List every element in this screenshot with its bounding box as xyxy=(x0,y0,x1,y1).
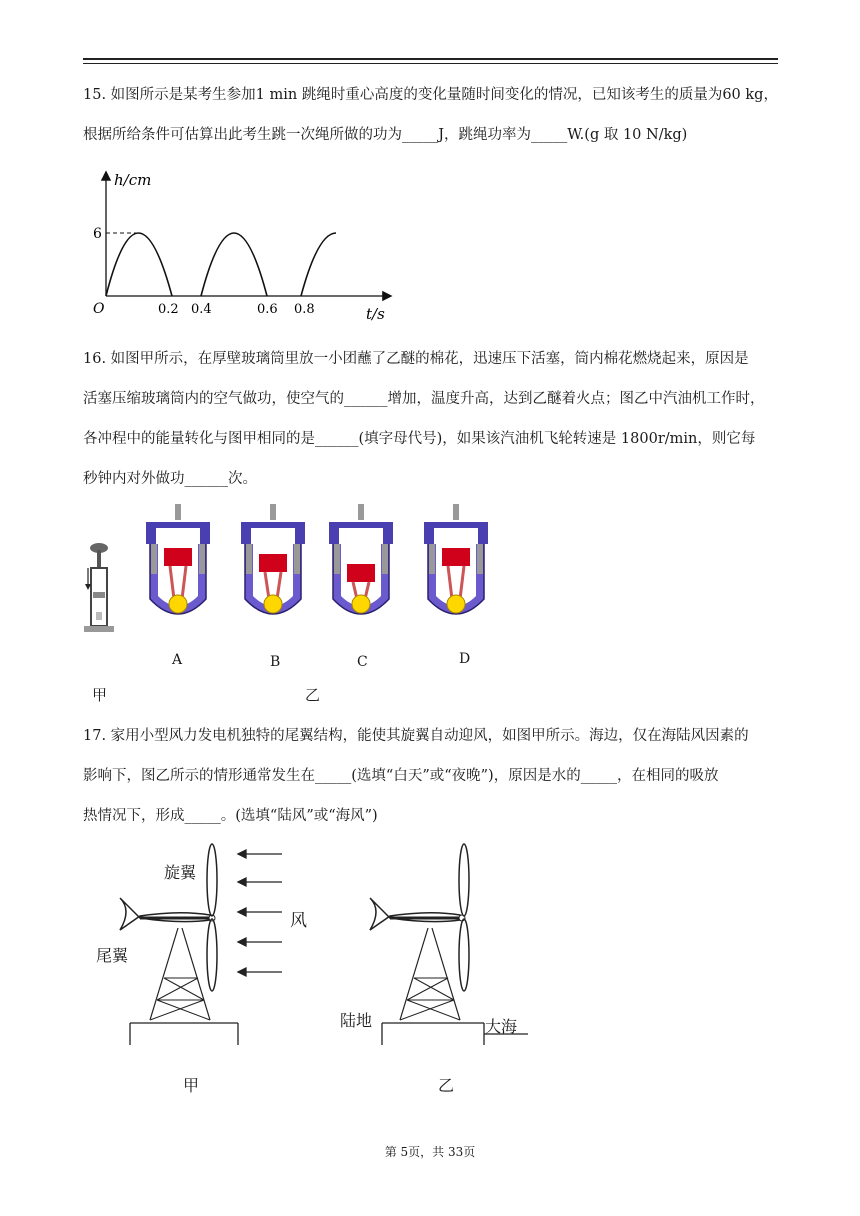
x-tick: 0.6 xyxy=(257,302,278,317)
tail-label: 尾翼 xyxy=(96,946,129,965)
glass-tube-figure xyxy=(82,540,122,640)
engine-c xyxy=(329,504,393,614)
wind-turbine-jia xyxy=(110,840,310,1060)
q16-line-2: 活塞压缩玻璃筒内的空气做功，使空气的______增加，温度升高，达到乙醚着火点；图乙中汽油机工作时， xyxy=(83,391,765,407)
engine-d xyxy=(424,504,488,614)
fig-label-yi-17: 乙 xyxy=(438,1076,455,1095)
q15-line-2: 根据所给条件可估算出此考生跳一次绳所做的功为_____J，跳绳功率为_____W.(g 取 10 N/kg) xyxy=(83,127,688,143)
fig-label-yi: 乙 xyxy=(305,686,321,704)
jump-curve-1 xyxy=(106,233,172,296)
x-tick: 0.8 xyxy=(294,302,315,317)
engine-b xyxy=(241,504,305,614)
jump-curve-3 xyxy=(301,233,336,296)
header-rule-thin xyxy=(83,63,778,64)
engine-a xyxy=(146,504,210,614)
wind-label: 风 xyxy=(290,911,307,931)
engine-label-d: D xyxy=(459,651,471,667)
x-tick: 0.4 xyxy=(191,302,212,317)
rotor-label: 旋翼 xyxy=(164,863,197,882)
q17-line-1: 17. 家用小型风力发电机独特的尾翼结构，能使其旋翼自动迎风，如图甲所示。海边，仅在海陆风因素的 xyxy=(83,728,749,744)
x-tick: 0.2 xyxy=(158,302,179,317)
engine-label-b: B xyxy=(270,654,281,670)
q16-line-3: 各冲程中的能量转化与图甲相同的是______(填字母代号)，如果该汽油机飞轮转速是 1800r/min，则它每 xyxy=(83,431,756,447)
fig-label-jia-17: 甲 xyxy=(183,1076,200,1095)
header-rule xyxy=(83,58,778,60)
q15-height-time-graph xyxy=(88,165,408,325)
land-label: 陆地 xyxy=(340,1011,373,1030)
q17-line-3: 热情况下，形成_____。(选填“陆风”或“海风”) xyxy=(83,808,378,824)
page-footer: 第 5页，共 33页 xyxy=(384,1145,476,1159)
x-axis-label: t/s xyxy=(366,305,385,323)
sea-label: 大海 xyxy=(485,1017,518,1036)
q15-line-1: 15. 如图所示是某考生参加1 min 跳绳时重心高度的变化量随时间变化的情况，已知该考生的质量为60 kg， xyxy=(83,87,778,103)
y-axis-label: h/cm xyxy=(114,171,152,189)
q17-line-2: 影响下，图乙所示的情形通常发生在_____(选填“白天”或“夜晚”)，原因是水的_____，在相同的吸放 xyxy=(83,768,719,784)
engine-label-c: C xyxy=(357,654,368,670)
engine-diagrams xyxy=(138,504,508,644)
q16-line-1: 16. 如图甲所示，在厚壁玻璃筒里放一小团蘸了乙醚的棉花，迅速压下活塞，筒内棉花燃烧起来，原因是 xyxy=(83,351,749,367)
origin-label: O xyxy=(93,301,105,317)
fig-label-jia: 甲 xyxy=(92,686,108,704)
y-tick-6: 6 xyxy=(93,226,102,242)
engine-label-a: A xyxy=(172,652,183,668)
jump-curve-2 xyxy=(201,233,267,296)
q16-line-4: 秒钟内对外做功______次。 xyxy=(83,471,257,487)
